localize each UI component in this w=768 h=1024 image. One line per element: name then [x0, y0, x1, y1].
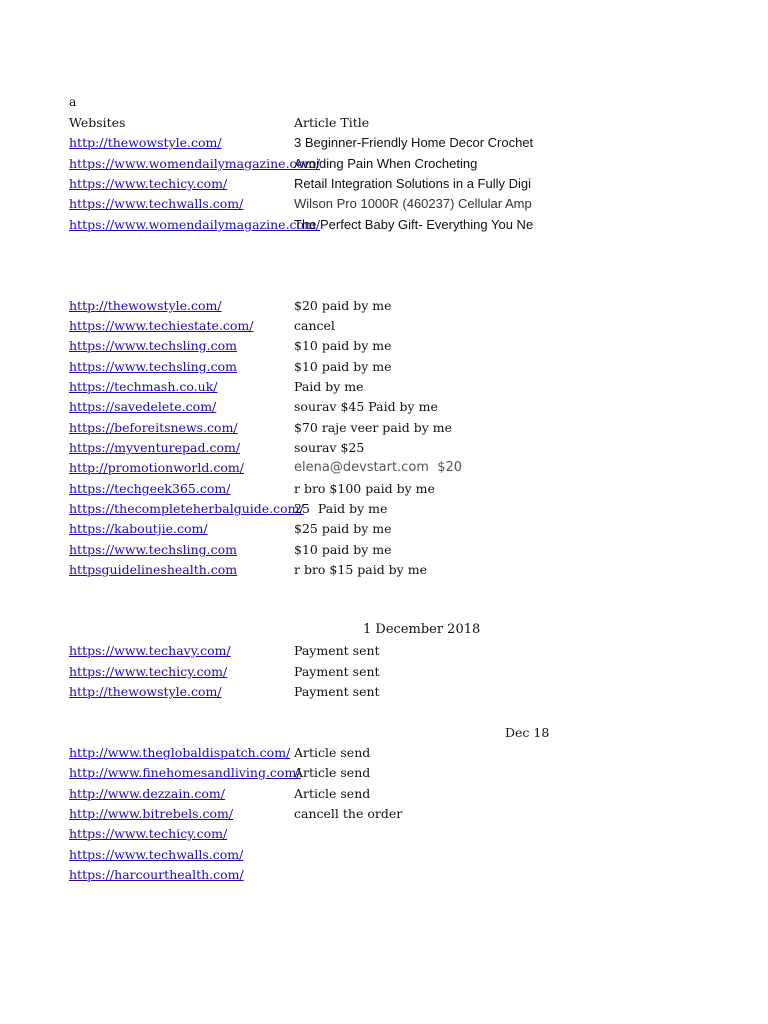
status-note: Article send	[294, 765, 371, 780]
article-title: Retail Integration Solutions in a Fully Digi	[294, 176, 532, 191]
website-link[interactable]: https://www.techsling.com	[69, 359, 238, 374]
payment-note: cancel	[294, 318, 335, 333]
payment-note: $25 paid by me	[294, 521, 392, 536]
payment-row	[69, 540, 549, 560]
article-title: Wilson Pro 1000R (460237) Cellular Amp	[294, 196, 532, 211]
website-link[interactable]: https://thecompleteherbalguide.com/	[69, 501, 304, 516]
dec18-row	[69, 845, 549, 865]
december-row	[69, 641, 549, 661]
website-link[interactable]: https://techmash.co.uk/	[69, 379, 218, 394]
cell-a-label: a	[69, 94, 77, 109]
header-websites: Websites	[69, 115, 126, 130]
payment-note: sourav $45 Paid by me	[294, 399, 438, 414]
website-link[interactable]: http://promotionworld.com/	[69, 460, 244, 475]
article-row	[69, 174, 549, 194]
website-link[interactable]: https://savedelete.com/	[69, 399, 217, 414]
website-link[interactable]: http://www.finehomesandliving.com/	[69, 765, 301, 780]
payment-note: $70 raje veer paid by me	[294, 420, 453, 435]
payment-row	[69, 397, 549, 417]
cell-a	[69, 92, 549, 112]
header-row	[69, 113, 549, 133]
status-note: Article send	[294, 786, 371, 801]
website-link[interactable]: https://www.techavy.com/	[69, 643, 231, 658]
website-link[interactable]: https://www.techicy.com/	[69, 664, 228, 679]
payment-row	[69, 519, 549, 539]
article-row	[69, 133, 549, 153]
website-link[interactable]: https://www.womendailymagazine.com/	[69, 217, 321, 232]
website-link[interactable]: http://www.bitrebels.com/	[69, 806, 234, 821]
payment-row	[69, 316, 549, 336]
payment-note: elena@devstart.com $20	[294, 460, 463, 475]
dec18-row	[69, 824, 549, 844]
status-note: Payment sent	[294, 684, 380, 699]
payment-row	[69, 499, 549, 519]
payment-note: sourav $25	[294, 440, 365, 455]
status-note: Article send	[294, 745, 371, 760]
website-link[interactable]: http://thewowstyle.com/	[69, 684, 222, 699]
payment-row	[69, 560, 549, 580]
website-link[interactable]: http://www.theglobaldispatch.com/	[69, 745, 291, 760]
website-link[interactable]: https://myventurepad.com/	[69, 440, 241, 455]
article-row	[69, 215, 549, 235]
website-link[interactable]: https://www.techsling.com	[69, 542, 238, 557]
section-heading-dec18: Dec 18	[505, 725, 550, 740]
website-link[interactable]: https://www.techiestate.com/	[69, 318, 254, 333]
payment-row	[69, 438, 549, 458]
article-row	[69, 194, 549, 214]
payment-row	[69, 357, 549, 377]
payment-row	[69, 377, 549, 397]
dec18-row	[69, 743, 549, 763]
december-row	[69, 662, 549, 682]
section-heading-december: 1 December 2018	[363, 622, 481, 637]
website-link[interactable]: httpsguidelineshealth.com	[69, 562, 238, 577]
website-link[interactable]: https://beforeitsnews.com/	[69, 420, 238, 435]
status-note: Payment sent	[294, 664, 380, 679]
dec18-row	[69, 865, 549, 885]
website-link[interactable]: https://www.techsling.com	[69, 338, 238, 353]
website-link[interactable]: https://www.techwalls.com/	[69, 196, 244, 211]
payment-note: r bro $15 paid by me	[294, 562, 427, 577]
article-row	[69, 154, 549, 174]
website-link[interactable]: http://thewowstyle.com/	[69, 298, 222, 313]
article-title: The Perfect Baby Gift- Everything You Ne	[294, 217, 534, 232]
article-title: 3 Beginner-Friendly Home Decor Crochet	[294, 135, 534, 150]
payment-note: Paid by me	[294, 379, 364, 394]
payment-note: $10 paid by me	[294, 338, 392, 353]
header-article-title: Article Title	[294, 115, 370, 130]
payment-row	[69, 458, 549, 478]
dec18-row	[69, 784, 549, 804]
status-note: Payment sent	[294, 643, 380, 658]
website-link[interactable]: https://harcourthealth.com/	[69, 867, 244, 882]
payment-note: r bro $100 paid by me	[294, 481, 435, 496]
payment-row	[69, 336, 549, 356]
website-link[interactable]: https://techgeek365.com/	[69, 481, 231, 496]
dec18-row	[69, 763, 549, 783]
website-link[interactable]: https://kaboutjie.com/	[69, 521, 208, 536]
website-link[interactable]: https://www.techicy.com/	[69, 176, 228, 191]
status-note: cancell the order	[294, 806, 403, 821]
payment-note: $10 paid by me	[294, 359, 392, 374]
payment-row	[69, 418, 549, 438]
payment-row	[69, 479, 549, 499]
website-link[interactable]: http://thewowstyle.com/	[69, 135, 222, 150]
website-link[interactable]: https://www.techwalls.com/	[69, 847, 244, 862]
website-link[interactable]: http://www.dezzain.com/	[69, 786, 225, 801]
december-row	[69, 682, 549, 702]
website-link[interactable]: https://www.techicy.com/	[69, 826, 228, 841]
payment-row	[69, 296, 549, 316]
payment-note: $10 paid by me	[294, 542, 392, 557]
dec18-row	[69, 804, 549, 824]
payment-note: 25 Paid by me	[294, 501, 388, 516]
payment-note: $20 paid by me	[294, 298, 392, 313]
article-title: Avoiding Pain When Crocheting	[294, 156, 478, 171]
website-link[interactable]: https://www.womendailymagazine.com/	[69, 156, 321, 171]
